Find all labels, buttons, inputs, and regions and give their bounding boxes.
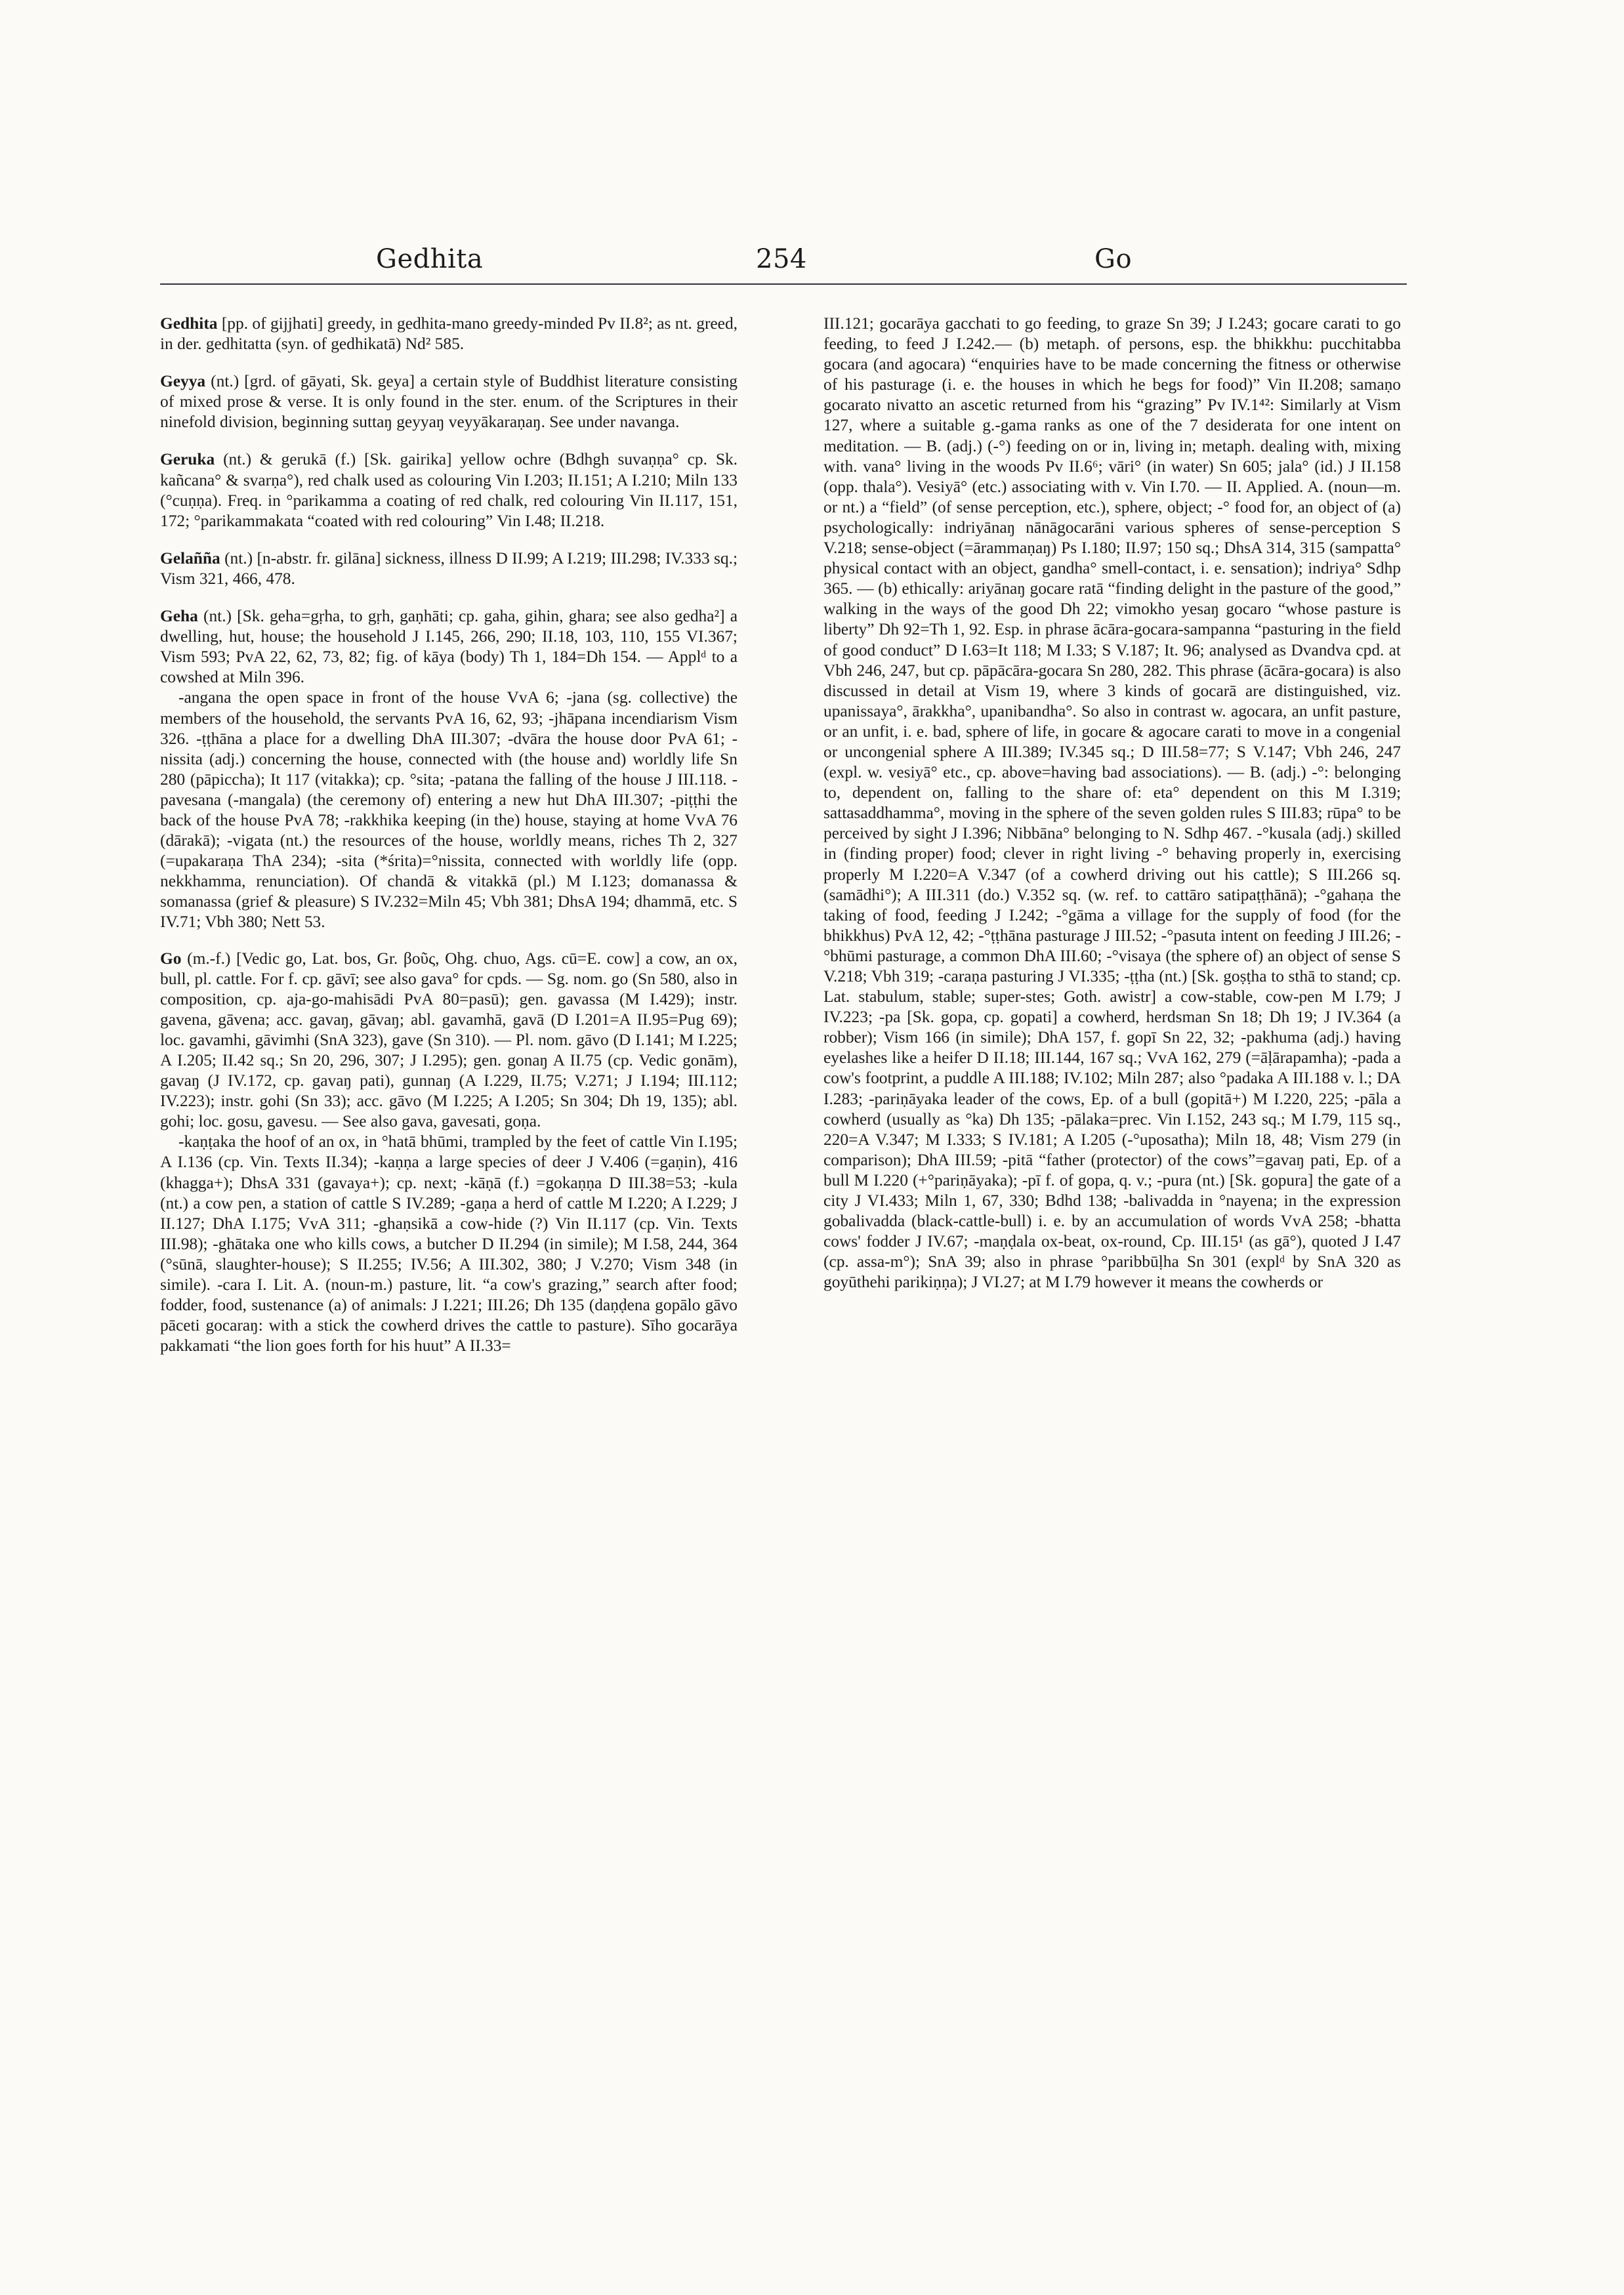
running-head-right: Go xyxy=(1094,244,1133,274)
page-number: 254 xyxy=(756,244,807,274)
go-compounds: -kaṇṭaka the hoof of an ox, in °hatā bhūmi, trampled by the feet of cattle Vin I.195; A I.136 (cp. Vin. Texts II.34); -kaṇṇa a large species of deer J V.406 (=gaṇin), 416 (khagga+); DhsA 331 (gavaya+); cp. next; -kāṇā (f.) =gokaṇṇa D III.38=53; -kula (nt.) a cow pen, a station of cattle S IV.289; -gaṇa a herd of cattle M I.220; A I.229; J II.127; DhA I.175; VvA 311; -ghaṇsikā a cow-hide (?) Vin II.117 (cp. Vin. Texts III.98); -ghātaka one who kills cows, a butcher D II.294 (in simile); M I.58, 244, 364 (°sūnā, slaughter-house); S II.255; IV.56; A III.302, 380; J V.270; Vism 348 (in simile). -cara I. Lit. A. (noun-m.) pasture, lit. “a cow's grazing,” search after food; fodder, food, sustenance (a) of animals: J I.221; III.26; Dh 135 (daṇḍena gopālo gāvo pāceti gocaraŋ: with a stick the cowherd drives the cattle to pasture). Sīho gocarāya pakkamati “the lion goes forth for his huut” A II.33= xyxy=(160,1132,738,1355)
entry-text: [pp. of gijjhati] greedy, in gedhita-mano greedy-minded Pv II.8²; as nt. greed, in der. gedhitatta (syn. of gedhikatā) Nd² 585. xyxy=(160,314,738,354)
entry-geha xyxy=(160,606,738,688)
entry-text: (m.-f.) [Vedic go, Lat. bos, Gr. βοῦς, Ohg. chuo, Ags. cū=E. cow] a cow, an ox, bull, pl. cattle. For f. cp. gāvī; see also gava° for cpds. — Sg. nom. go (Sn 580, also in composition, cp. aja-go-mahisādi PvA 80=pasū); gen. gavassa (M I.429); instr. gavena, gāvena; acc. gavaŋ, gāvaŋ; abl. gavamhā, gavā (D I.201=A II.95=Pug 69); loc. gavamhi, gāvimhi (SnA 323), gave (Sn 310). — Pl. nom. gāvo (D I.141; M I.225; A I.205; II.42 sq.; Sn 20, 296, 307; J I.295); gen. gonaŋ A II.75 (cp. Vedic gonām), gavaŋ (J IV.172, cp. gavaŋ pati), gunnaŋ (A I.229, II.75; V.271; J I.194; III.112; IV.223); instr. gohi (Sn 33); acc. gāvo (M I.225; A I.205; Sn 304; Dh 19, 135); abl. gohi; loc. gosu, gavesu. — See also gava, gavesati, goṇa. xyxy=(160,949,738,1131)
entry-text: (nt.) [Sk. geha=gṛha, to gṛh, gaṇhāti; cp. gaha, gihin, ghara; see also gedha²] a dwelling, hut, house; the household J I.145, 266, 290; II.18, 103, 110, 155 VI.367; Vism 593; PvA 22, 62, 73, 82; fig. of kāya (body) Th 1, 184=Dh 154. — Applᵈ to a cowshed at Miln 396. xyxy=(160,607,738,687)
running-head-left: Gedhita xyxy=(376,244,484,274)
headword: Geruka xyxy=(160,450,215,469)
entry-geruka xyxy=(160,449,738,531)
entry-go xyxy=(160,949,738,1132)
entry-text: (nt.) [grd. of gāyati, Sk. geya] a certain style of Buddhist literature consisting of mixed prose & verse. It is only found in the ster. enum. of the Scriptures in their ninefold division, beginning suttaŋ geyyaŋ veyyākaraṇaŋ. See under navanga. xyxy=(160,372,738,432)
entry-text: (nt.) [n-abstr. fr. gilāna] sickness, illness D II.99; A I.219; III.298; IV.333 sq.; Vism 321, 466, 478. xyxy=(160,548,738,588)
headword: Geyya xyxy=(160,372,206,391)
headword: Gedhita xyxy=(160,314,218,333)
entry-gelanna xyxy=(160,548,738,589)
entry-gedhita xyxy=(160,314,738,354)
geha-compounds: -angana the open space in front of the house VvA 6; -jana (sg. collective) the members of the household, the servants PvA 16, 62, 93; -jhāpana incendiarism Vism 326. -ṭṭhāna a place for a dwelling DhA III.307; -dvāra the house door PvA 61; -nissita (adj.) concerning the house, connected with (the house and) worldly life Sn 280 (pāpiccha); It 117 (vitakka); cp. °sita; -patana the falling of the house J III.118. -pavesana (-mangala) (the ceremony of) entering a new hut DhA III.307; -piṭṭhi the back of the house PvA 78; -rakkhika keeping (in the) house, staying at home VvA 76 (dārakā); -vigata (nt.) the resources of the house, worldly means, riches Th 2, 327 (=upakaraṇa ThA 234); -sita (*śrita)=°nissita, connected with worldly life (opp. nekkhamma, renunciation). Of chandā & vitakkā (pl.) M I.123; domanassa & somanassa (grief & pleasure) S IV.232=Miln 45; Vbh 381; DhsA 194; dhammā, etc. S IV.71; Vbh 380; Nett 53. xyxy=(160,688,738,932)
header-rule xyxy=(160,283,1407,285)
right-column xyxy=(823,314,1401,1293)
entry-text: (nt.) & gerukā (f.) [Sk. gairika] yellow ochre (Bdhgh suvaṇṇa° cp. Sk. kañcana° & svarṇa°), red chalk used as colouring Vin I.203; II.151; A I.210; Miln 133 (°cuṇṇa). Freq. in °parikamma a coating of red chalk, red colouring Vin II.117, 151, 172; °parikammakata “coated with red colouring” Vin I.48; II.218. xyxy=(160,450,738,530)
headword: Gelañña xyxy=(160,548,220,568)
left-column xyxy=(160,314,738,1356)
go-compounds-continued: III.121; gocarāya gacchati to go feeding, to graze Sn 39; J I.243; gocare carati to go feeding, to feed J I.242.— (b) metaph. of persons, esp. the bhikkhu: pucchitabba gocara (and agocara) “enquiries have to be made concerning the fitness or otherwise of his pasturage (i. e. the houses in which he begs for food)” Vin II.208; samaṇo gocarato nivatto an ascetic returned from his “grazing” Pv IV.1⁴²: Similarly at Vism 127, where a suitable g.-gama ranks as one of the 7 desiderata for one intent on meditation. — B. (adj.) (-°) feeding on or in, living in; metaph. dealing with, mixing with. vana° living in the woods Pv II.6⁶; vāri° (in water) Sn 605; jala° (id.) J II.158 (opp. thala°). Vesiyā° (etc.) associating with v. Vin I.70. — II. Applied. A. (noun—m. or nt.) a “field” (of sense perception, etc.), sphere, object; -° food for, an object of (a) psychologically: indriyānaŋ nānāgocarāni various spheres of sense-perception S V.218; sense-object (=ārammaṇaŋ) Ps I.180; II.97; 150 sq.; DhsA 314, 315 (sampatta° physical contact with an object, gandha° smell-contact, i. e. sensation); indriya° Sdhp 365. — (b) ethically: ariyānaŋ gocare ratā “finding delight in the pasture of the good,” walking in the ways of the good Dh 22; vimokho yesaŋ gocaro “whose pasture is liberty” Dh 92=Th 1, 92. Esp. in phrase ācāra-gocara-sampanna “pasturing in the field of good conduct” D I.63=It 118; M I.33; S V.187; It. 96; analysed as Dvandva cpd. at Vbh 246, 247, but cp. pāpācāra-gocara Sn 280, 282. This phrase (ācāra-gocara) is also discussed in detail at Vism 19, where 3 kinds of gocarā are distinguished, viz. upanissaya°, ārakkha°, upanibandha°. So also in contrast w. agocara, an unfit pasture, or an unfit, i. e. bad, sphere of life, in gocare & agocare carati to move in a congenial or uncongenial sphere A III.389; IV.345 sq.; D III.58=77; S V.147; Vbh 246, 247 (expl. w. vesiyā° etc., cp. above=having bad associations). — B. (adj.) -°: belonging to, dependent on, falling to the share of: eta° dependent on this M I.319; sattasaddhamma°, moving in the sphere of the seven golden rules S III.83; rūpa° to be perceived by sight J I.396; Nibbāna° belonging to N. Sdhp 467. -°kusala (adj.) skilled in (finding proper) food; clever in right living -° behaving properly in, exercising properly M I.220=A V.347 (of a cowherd driving out his cattle); S III.266 sq. (samādhi°); A III.311 (do.) V.352 sq. (w. ref. to cattāro satipaṭṭhānā); -°gahaṇa the taking of food, feeding J I.242; -°gāma a village for the supply of food (for the bhikkhus) PvA 12, 42; -°ṭṭhāna pasturage J III.52; -°pasuta intent on feeding J III.26; -°bhūmi pasturage, a common DhA III.60; -°visaya (the sphere of) an object of sense S V.218; Vbh 319; -caraṇa pasturing J VI.335; -ṭṭha (nt.) [Sk. goṣṭha to sthā to stand; cp. Lat. stabulum, stable; super-stes; Goth. awistr] a cow-stable, cow-pen M I.79; J IV.223; -pa [Sk. gopa, cp. gopati] a cowherd, herdsman Sn 18; Dh 19; J IV.364 (a robber); Vism 166 (in simile); DhA 157, f. gopī Sn 22, 32; -pakhuma (adj.) having eyelashes like a heifer D II.18; III.144, 167 sq.; VvA 162, 279 (=āḷārapamha); -pada a cow's footprint, a puddle A III.188; IV.102; Miln 287; also °padaka A III.188 v. l.; DA I.283; -pariṇāyaka leader of the cows, Ep. of a bull (gopitā+) M I.220, 225; -pāla a cowherd (usually as °ka) Dh 135; -pālaka=prec. Vin I.152, 243 sq.; M I.79, 115 sq., 220=A V.347; M I.333; S IV.181; A I.205 (-°uposatha); Miln 18, 48; Vism 279 (in comparison); DhA III.59; -pitā “father (protector) of the cows”=gavaŋ pati, Ep. of a bull M I.220 (+°pariṇāyaka); -pī f. of gopa, q. v.; -pura (nt.) [Sk. gopura] the gate of a city J VI.433; Miln 1, 67, 330; Bdhd 138; -balivadda in °nayena; in the expression gobalivadda (black-cattle-bull) i. e. by an accumulation of words VvA 258; -bhatta cows' fodder J IV.67; -maṇḍala ox-beat, ox-round, Cp. III.15¹ (as gā°), quoted J I.47 (cp. assa-m°); SnA 39; also in phrase °paribbūḷha Sn 301 (explᵈ by SnA 320 as goyūthehi parikiṇṇa); J VI.27; at M I.79 however it means the cowherds or xyxy=(823,314,1401,1292)
headword: Go xyxy=(160,949,182,968)
headword: Geha xyxy=(160,607,198,626)
entry-geyya xyxy=(160,371,738,432)
